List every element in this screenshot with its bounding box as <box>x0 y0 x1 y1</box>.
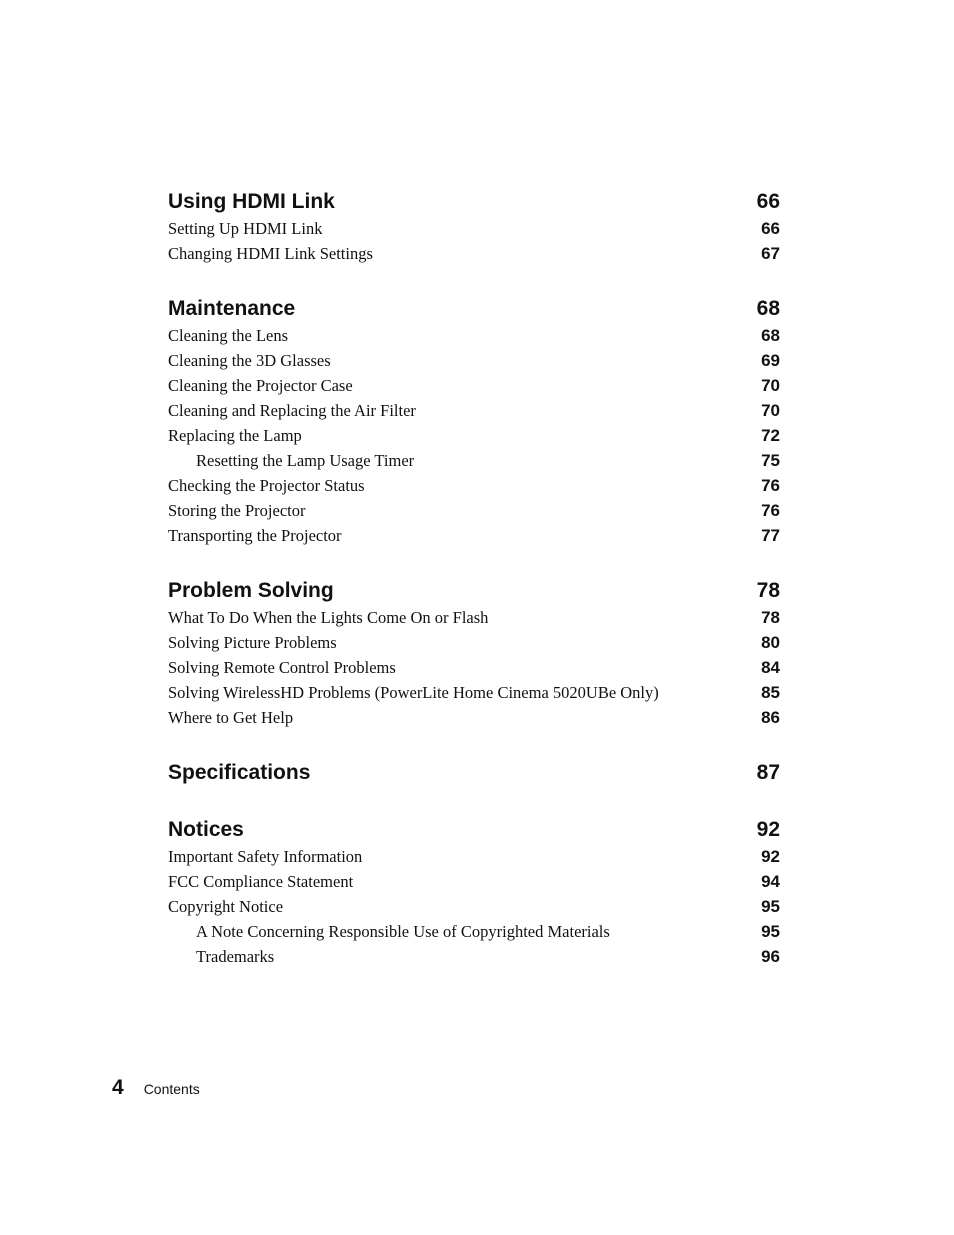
entry-page-number: 75 <box>761 451 780 470</box>
toc-entry-link[interactable] <box>168 869 780 894</box>
entry-page-number: 95 <box>761 897 780 916</box>
toc-entry-link[interactable] <box>168 705 780 730</box>
entry-page-number: 86 <box>761 708 780 727</box>
entry-page-number: 70 <box>761 401 780 420</box>
entry-title: Copyright Notice <box>168 897 284 916</box>
entry-page-number: 68 <box>761 326 780 345</box>
section-page-number: 87 <box>756 761 780 784</box>
toc-entry-link[interactable] <box>168 605 780 630</box>
entry-page-number: 94 <box>761 872 780 891</box>
section-page-number: 78 <box>756 579 780 602</box>
toc-entry-link[interactable] <box>168 523 780 548</box>
entry-page-number: 84 <box>761 658 780 677</box>
entry-title: FCC Compliance Statement <box>168 872 354 891</box>
entry-title: Storing the Projector <box>168 501 306 520</box>
entry-title: Solving Picture Problems <box>168 633 337 652</box>
entry-title: Solving WirelessHD Problems (PowerLite Home Cinema 5020UBe Only) <box>168 683 659 702</box>
toc-entry-link[interactable] <box>168 323 780 348</box>
section-heading-link[interactable] <box>168 188 780 216</box>
entry-page-number: 76 <box>761 501 780 520</box>
entry-page-number: 85 <box>761 683 780 702</box>
entry-title: Resetting the Lamp Usage Timer <box>196 451 415 470</box>
entry-page-number: 80 <box>761 633 780 652</box>
entry-page-number: 67 <box>761 244 780 263</box>
table-of-contents <box>168 188 780 998</box>
section-title: Problem Solving <box>168 579 334 602</box>
toc-entry-link[interactable] <box>168 680 780 705</box>
entry-title: Trademarks <box>196 947 275 966</box>
section-heading-link[interactable] <box>168 759 780 787</box>
toc-entry-link[interactable] <box>168 373 780 398</box>
toc-section <box>168 816 780 969</box>
section-heading-link[interactable] <box>168 816 780 844</box>
toc-subentry-link[interactable] <box>168 919 780 944</box>
toc-entry-link[interactable] <box>168 216 780 241</box>
entry-page-number: 69 <box>761 351 780 370</box>
section-title: Using HDMI Link <box>168 190 335 213</box>
section-heading-link[interactable] <box>168 295 780 323</box>
entry-page-number: 70 <box>761 376 780 395</box>
toc-entry-link[interactable] <box>168 630 780 655</box>
section-page-number: 92 <box>756 818 780 841</box>
section-heading-link[interactable] <box>168 577 780 605</box>
section-title: Maintenance <box>168 297 296 320</box>
toc-entry-link[interactable] <box>168 473 780 498</box>
toc-section <box>168 577 780 730</box>
footer-section-label: Contents <box>143 1081 200 1097</box>
toc-section <box>168 295 780 548</box>
entry-title: Setting Up HDMI Link <box>168 219 323 238</box>
toc-entry-link[interactable] <box>168 241 780 266</box>
entry-title: Cleaning the Projector Case <box>168 376 353 395</box>
toc-section <box>168 759 780 787</box>
entry-page-number: 77 <box>761 526 780 545</box>
toc-entry-link[interactable] <box>168 348 780 373</box>
toc-entry-link[interactable] <box>168 498 780 523</box>
entry-page-number: 66 <box>761 219 780 238</box>
entry-page-number: 76 <box>761 476 780 495</box>
entry-title: A Note Concerning Responsible Use of Copyrighted Materials <box>196 922 610 941</box>
entry-page-number: 92 <box>761 847 780 866</box>
entry-title: Transporting the Projector <box>168 526 342 545</box>
entry-title: Replacing the Lamp <box>168 426 302 445</box>
entry-title: Cleaning the 3D Glasses <box>168 351 331 370</box>
section-page-number: 68 <box>756 297 780 320</box>
section-title: Specifications <box>168 761 311 784</box>
entry-title: What To Do When the Lights Come On or Flash <box>168 608 489 627</box>
entry-page-number: 96 <box>761 947 780 966</box>
toc-entry-link[interactable] <box>168 423 780 448</box>
entry-page-number: 95 <box>761 922 780 941</box>
toc-entry-link[interactable] <box>168 844 780 869</box>
toc-subentry-link[interactable] <box>168 944 780 969</box>
entry-title: Cleaning and Replacing the Air Filter <box>168 401 416 420</box>
entry-page-number: 72 <box>761 426 780 445</box>
toc-entry-link[interactable] <box>168 894 780 919</box>
toc-subentry-link[interactable] <box>168 448 780 473</box>
section-page-number: 66 <box>756 190 780 213</box>
entry-page-number: 78 <box>761 608 780 627</box>
section-title: Notices <box>168 818 244 841</box>
entry-title: Changing HDMI Link Settings <box>168 244 373 263</box>
footer-page-number: 4 <box>112 1076 124 1099</box>
toc-section <box>168 188 780 266</box>
entry-title: Cleaning the Lens <box>168 326 289 345</box>
entry-title: Checking the Projector Status <box>168 476 365 495</box>
toc-entry-link[interactable] <box>168 398 780 423</box>
entry-title: Where to Get Help <box>168 708 294 727</box>
entry-title: Solving Remote Control Problems <box>168 658 396 677</box>
toc-entry-link[interactable] <box>168 655 780 680</box>
entry-title: Important Safety Information <box>168 847 363 866</box>
page-footer <box>112 1076 200 1100</box>
